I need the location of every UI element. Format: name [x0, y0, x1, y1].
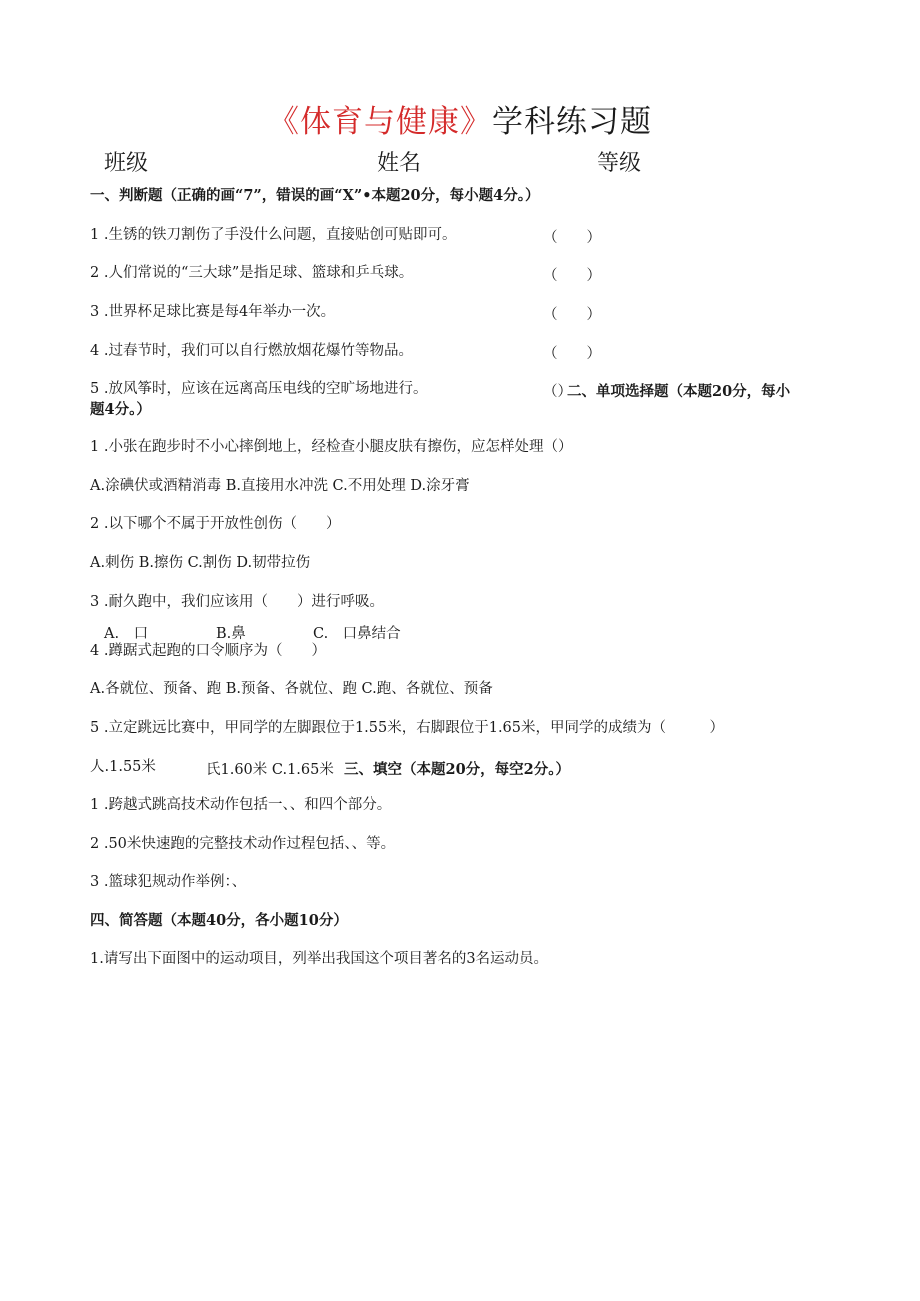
section1-item-5: 5 .放风筝时，应该在远离高压电线的空旷场地进行。: [90, 381, 428, 397]
section4-heading: 四、简答题（本题40分，各小题10分）: [90, 912, 348, 929]
answer-paren-1: （ ）: [543, 230, 601, 246]
section2-question-3: 3 .耐久跑中，我们应该用（ ）进行呼吸。: [90, 594, 384, 610]
section2-question-5: 5 .立定跳远比赛中，甲同学的左脚跟位于1.55米，右脚跟位于1.65米，甲同学的成绩为（ ）: [90, 720, 725, 736]
answer-paren-3: （ ）: [543, 307, 601, 323]
section2-heading-part2: 题4分。）: [90, 401, 151, 418]
name-label: 姓名: [377, 151, 422, 176]
title-suffix: 学科练习题: [492, 104, 652, 140]
section4-item-1: 1.请写出下面图中的运动项目，列举出我国这个项目著名的3名运动员。: [90, 951, 549, 967]
section1-item-2: 2 .人们常说的“三大球”是指足球、篮球和乒乓球。: [90, 265, 414, 281]
section2-q5-option-bc: 氏1.60米 C.1.65米: [206, 762, 334, 778]
section2-question-2: 2 .以下哪个不属于开放性创伤（ ）: [90, 516, 341, 532]
answer-paren-2: （ ）: [543, 268, 601, 284]
section2-question-4: 4 .蹲踞式起跑的口令顺序为（ ）: [90, 643, 326, 659]
class-label: 班级: [104, 151, 149, 176]
answer-paren-5: （）: [543, 384, 572, 400]
section3-item-3: 3 .篮球犯规动作举例：、: [90, 874, 247, 890]
section3-heading: 三、填空（本题20分，每空2分。）: [344, 761, 571, 778]
section1-item-4: 4 .过春节时，我们可以自行燃放烟花爆竹等物品。: [90, 343, 413, 359]
section2-q5-option-a: 人.1.55米: [90, 759, 156, 775]
section2-q3-option-a: A. 口: [104, 626, 149, 642]
section3-item-1: 1 .跨越式跳高技术动作包括一、、和四个部分。: [90, 797, 392, 813]
section1-heading: 一、判断题（正确的画“7”，错误的画“X”•本题20分，每小题4分。）: [90, 187, 540, 204]
answer-paren-4: （ ）: [543, 346, 601, 362]
grade-label: 等级: [597, 151, 642, 176]
section2-options-1: A.涂碘伏或酒精消毒 B.直接用水冲洗 C.不用处理 D.涂牙膏: [90, 478, 470, 494]
section2-options-2: A.刺伤 B.擦伤 C.割伤 D.韧带拉伤: [90, 555, 311, 571]
section3-item-2: 2 .50米快速跑的完整技术动作过程包括、、等。: [90, 836, 396, 852]
section1-item-3: 3 .世界杯足球比赛是每4年举办一次。: [90, 304, 336, 320]
section2-q3-option-c: C. 口鼻结合: [313, 626, 401, 642]
section2-heading-part1: 二、单项选择题（本题20分，每小: [567, 383, 791, 400]
page-title: [0, 96, 920, 141]
section2-options-4: A.各就位、预备、跑 B.预备、各就位、跑 C.跑、各就位、预备: [90, 681, 493, 697]
section2-q3-option-b: B.鼻: [216, 626, 246, 642]
section2-question-1: 1 .小张在跑步时不小心摔倒地上，经检查小腿皮肤有擦伤，应怎样处理（）: [90, 439, 573, 455]
section1-item-1: 1 .生锈的铁刀割伤了手没什么问题，直接贴创可贴即可。: [90, 227, 457, 243]
title-subject: 《体育与健康》: [268, 104, 492, 140]
